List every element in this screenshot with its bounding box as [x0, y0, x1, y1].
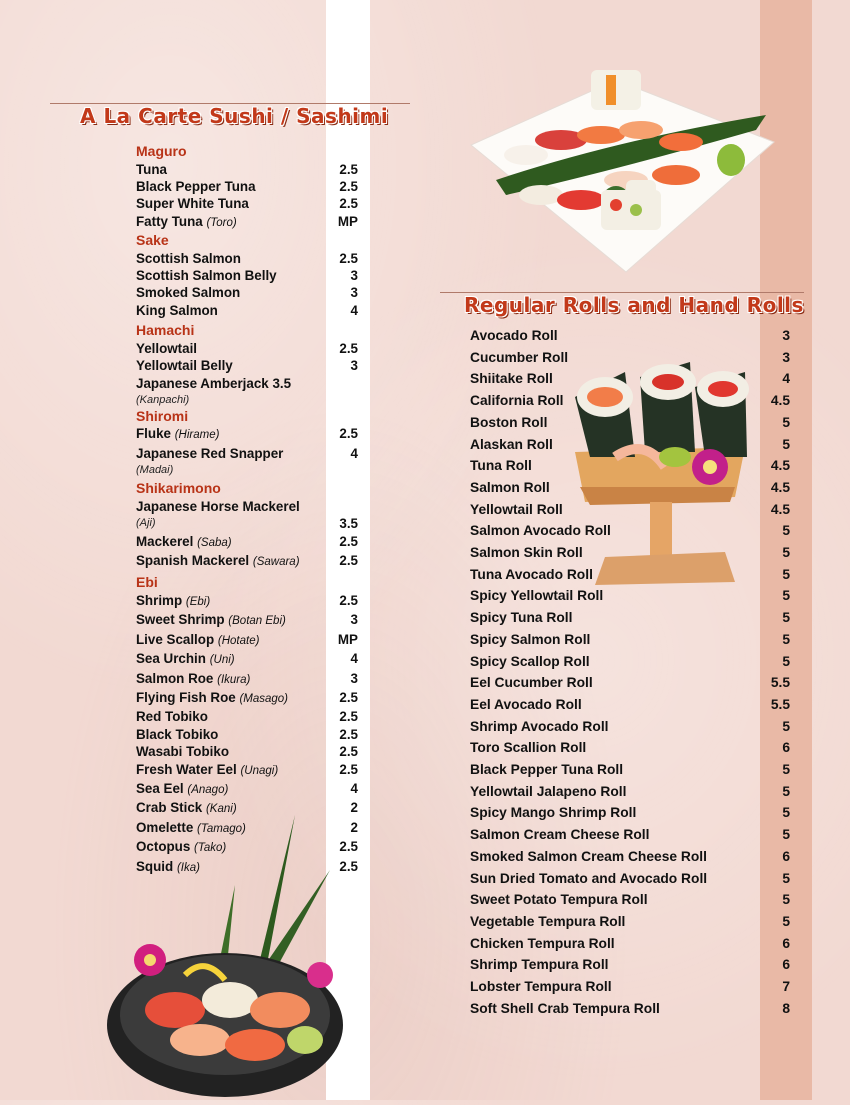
- menu-item: Omelette (Tamago) 2: [136, 819, 358, 835]
- menu-item: Live Scallop (Hotate) MP: [136, 631, 358, 647]
- roll-item: Shrimp Avocado Roll 5: [470, 718, 790, 734]
- menu-item: Tuna 2.5: [136, 161, 358, 177]
- menu-item: Yellowtail Belly 3: [136, 358, 358, 374]
- roll-item: Tuna Avocado Roll 5: [470, 566, 790, 582]
- roll-item: Lobster Tempura Roll 7: [470, 979, 790, 995]
- category-sake: Sake: [136, 232, 169, 249]
- menu-item: Black Tobiko 2.5: [136, 726, 358, 742]
- roll-item: Shiitake Roll 4: [470, 371, 790, 387]
- right-section-title: Regular Rolls and Hand Rolls: [464, 293, 804, 317]
- menu-item: Japanese Horse Mackerel: [136, 498, 300, 514]
- menu-item: Sweet Shrimp (Botan Ebi) 3: [136, 612, 358, 628]
- roll-item: Sweet Potato Tempura Roll 5: [470, 892, 790, 908]
- roll-item: California Roll 4.5: [470, 393, 790, 409]
- menu-item: Crab Stick (Kani) 2: [136, 800, 358, 816]
- menu-item: Scottish Salmon Belly 3: [136, 268, 358, 284]
- roll-item: Salmon Roll 4.5: [470, 479, 790, 495]
- menu-item: Shrimp (Ebi) 2.5: [136, 592, 358, 608]
- category-maguro: Maguro: [136, 143, 187, 159]
- menu-item-subtitle: (Kanpachi): [136, 393, 190, 406]
- category-ebi: Ebi: [136, 574, 158, 591]
- left-section-title: A La Carte Sushi / Sashimi: [80, 104, 389, 128]
- menu-item: Smoked Salmon 3: [136, 285, 358, 301]
- roll-item: Spicy Mango Shrimp Roll 5: [470, 805, 790, 821]
- roll-item: Toro Scallion Roll 6: [470, 740, 790, 756]
- roll-item: Sun Dried Tomato and Avocado Roll 5: [470, 870, 790, 886]
- menu-item: Super White Tuna 2.5: [136, 196, 358, 212]
- roll-item: Yellowtail Roll 4.5: [470, 501, 790, 517]
- rolls-list: [470, 325, 790, 1020]
- menu-item: Yellowtail 2.5: [136, 340, 358, 356]
- menu-item: Sea Urchin (Uni) 4: [136, 651, 358, 667]
- roll-item: Salmon Skin Roll 5: [470, 545, 790, 561]
- menu-item: Fresh Water Eel (Unagi) 2.5: [136, 761, 358, 777]
- roll-item: Spicy Salmon Roll 5: [470, 631, 790, 647]
- menu-item: Wasabi Tobiko 2.5: [136, 744, 358, 760]
- menu-item: Red Tobiko 2.5: [136, 709, 358, 725]
- roll-item: Spicy Tuna Roll 5: [470, 610, 790, 626]
- roll-item: Spicy Scallop Roll 5: [470, 653, 790, 669]
- roll-item: Tuna Roll 4.5: [470, 458, 790, 474]
- sushi-platter-photo: [466, 60, 776, 280]
- menu-item: Japanese Red Snapper 4: [136, 445, 358, 461]
- roll-item: Spicy Yellowtail Roll 5: [470, 588, 790, 604]
- roll-item: Salmon Cream Cheese Roll 5: [470, 827, 790, 843]
- roll-item: Black Pepper Tuna Roll 5: [470, 762, 790, 778]
- menu-item: Japanese Amberjack 3.5: [136, 375, 292, 391]
- roll-item: Eel Cucumber Roll 5.5: [470, 675, 790, 691]
- menu-item: Salmon Roe (Ikura) 3: [136, 670, 358, 686]
- menu-item: Fatty Tuna (Toro) MP: [136, 213, 358, 229]
- menu-item: King Salmon 4: [136, 302, 358, 318]
- roll-item: Shrimp Tempura Roll 6: [470, 957, 790, 973]
- roll-item: Soft Shell Crab Tempura Roll 8: [470, 1000, 790, 1016]
- roll-item: Smoked Salmon Cream Cheese Roll 6: [470, 848, 790, 864]
- menu-item: Spanish Mackerel (Sawara) 2.5: [136, 553, 358, 568]
- category-shiromi: Shiromi: [136, 407, 189, 424]
- roll-item: Alaskan Roll 5: [470, 436, 790, 452]
- roll-item: Chicken Tempura Roll 6: [470, 935, 790, 951]
- menu-item-subtitle: (Madai): [136, 464, 174, 477]
- menu-item: Squid (Ika) 2.5: [136, 858, 358, 874]
- menu-item: Fluke (Hirame) 2.5: [136, 426, 358, 442]
- roll-item: Vegetable Tempura Roll 5: [470, 913, 790, 929]
- roll-item: Eel Avocado Roll 5.5: [470, 696, 790, 712]
- roll-item: Cucumber Roll 3: [470, 349, 790, 365]
- roll-item: Avocado Roll 3: [470, 328, 790, 343]
- category-hamachi: Hamachi: [136, 322, 195, 339]
- menu-item: Octopus (Tako) 2.5: [136, 839, 358, 855]
- roll-item: Yellowtail Jalapeno Roll 5: [470, 783, 790, 799]
- menu-item: Mackerel (Saba) 2.5: [136, 533, 358, 549]
- category-shikarimono: Shikarimono: [136, 480, 221, 497]
- menu-item: Sea Eel (Anago) 4: [136, 780, 358, 796]
- sushi-sashimi-list: [136, 143, 358, 877]
- menu-item-subline: (Aji) 3.5: [136, 516, 358, 532]
- menu-item: Black Pepper Tuna 2.5: [136, 178, 358, 194]
- roll-item: Salmon Avocado Roll 5: [470, 523, 790, 539]
- menu-item: Flying Fish Roe (Masago) 2.5: [136, 689, 358, 705]
- menu-item: Scottish Salmon 2.5: [136, 250, 358, 266]
- roll-item: Boston Roll 5: [470, 414, 790, 430]
